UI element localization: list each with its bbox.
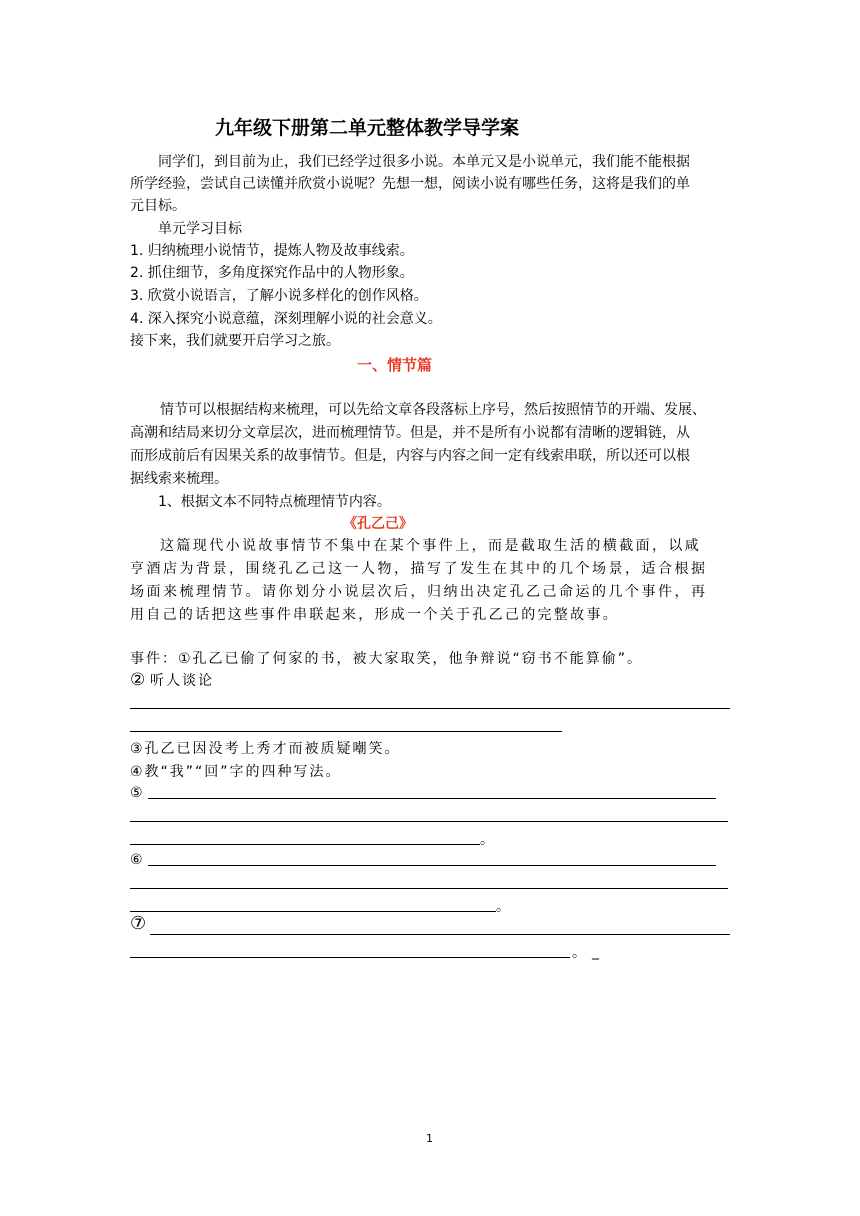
event-6-period: 。 (496, 899, 510, 915)
event-1: 事件：①孔乙已偷了何家的书，被大家取笑，他争辩说“窃书不能算偷”。 (130, 651, 644, 667)
intro-line-3: 元目标。 (130, 198, 186, 214)
event-5-answer-line-2[interactable] (130, 821, 728, 822)
plot-para-line-1: 情节可以根据结构来梳理，可以先给文章各段落标上序号，然后按照情节的开端、发展、 (160, 402, 706, 418)
event-6-answer-line-2[interactable] (130, 888, 728, 889)
event-7-marker: ⑦ (130, 913, 147, 934)
story-para-line-1: 这篇现代小说故事情节不集中在某个事件上，而是截取生活的横截面，以咸 (160, 538, 702, 554)
plot-para-line-3: 而形成前后有因果关系的故事情节。但是，内容与内容之间一定有线索串联，所以还可以根 (130, 448, 690, 464)
goal-item-2: 2. 抓住细节，多角度探究作品中的人物形象。 (130, 265, 414, 281)
section-heading-plot: 一、情节篇 (357, 356, 433, 374)
page-title: 九年级下册第二单元整体教学导学案 (215, 117, 520, 139)
event-3: ③孔乙已因没考上秀才而被质疑嘲笑。 (130, 741, 401, 757)
event-6-marker: ⑥ (130, 852, 143, 868)
story-para-line-2: 亨酒店为背景，围绕孔乙己这一人物，描写了发生在其中的几个场景，适合根据 (130, 561, 708, 577)
event-4: ④教“我”“回”字的四种写法。 (130, 764, 342, 780)
page-number: 1 (426, 1132, 433, 1145)
event-5-marker: ⑤ (130, 785, 143, 801)
goals-heading: 单元学习目标 (158, 221, 242, 237)
event-7-answer-line-1[interactable] (150, 934, 730, 935)
event-5-period: 。 (480, 832, 494, 848)
event-7-tail-mark: _ (592, 944, 599, 960)
event-2-marker: ② (130, 670, 146, 690)
story-title: 《孔乙己》 (343, 516, 413, 532)
event-2-answer-line-2[interactable] (130, 731, 562, 732)
event-5-answer-line-3[interactable] (130, 844, 480, 845)
event-5-answer-line-1[interactable] (148, 798, 716, 799)
intro-line-2: 所学经验，尝试自己读懂并欣赏小说呢？先想一想，阅读小说有哪些任务，这将是我们的单 (130, 176, 690, 192)
goal-item-4: 4. 深入探究小说意蕴，深刻理解小说的社会意义。 (130, 311, 442, 327)
story-para-line-3: 场面来梳理情节。请你划分小说层次后，归纳出决定孔乙己命运的几个事件，再 (130, 584, 708, 600)
event-6-answer-line-1[interactable] (148, 865, 716, 866)
event-7-period: 。 (572, 945, 586, 961)
story-para-line-4: 用自己的话把这些事件串联起来，形成一个关于孔乙己的完整故事。 (130, 607, 619, 623)
event-7-answer-line-2[interactable] (130, 957, 570, 958)
plot-task: 1、根据文本不同特点梳理情节内容。 (158, 494, 391, 510)
goal-item-3: 3. 欣赏小说语言，了解小说多样化的创作风格。 (130, 288, 428, 304)
event-6-answer-line-3[interactable] (130, 911, 496, 912)
goal-item-1: 1. 归纳梳理小说情节，提炼人物及故事线索。 (130, 243, 414, 259)
event-2-answer-line-1[interactable] (130, 708, 730, 709)
intro-line-1: 同学们，到目前为止，我们已经学过很多小说。本单元又是小说单元，我们能不能根据 (158, 154, 690, 170)
goals-closing: 接下来，我们就要开启学习之旅。 (130, 333, 340, 349)
plot-para-line-4: 据线索来梳理。 (130, 471, 228, 487)
plot-para-line-2: 高潮和结局来切分文章层次，进而梳理情节。但是，并不是所有小说都有清晰的逻辑链，从 (130, 425, 690, 441)
event-2-text: 听人谈论 (150, 673, 214, 689)
